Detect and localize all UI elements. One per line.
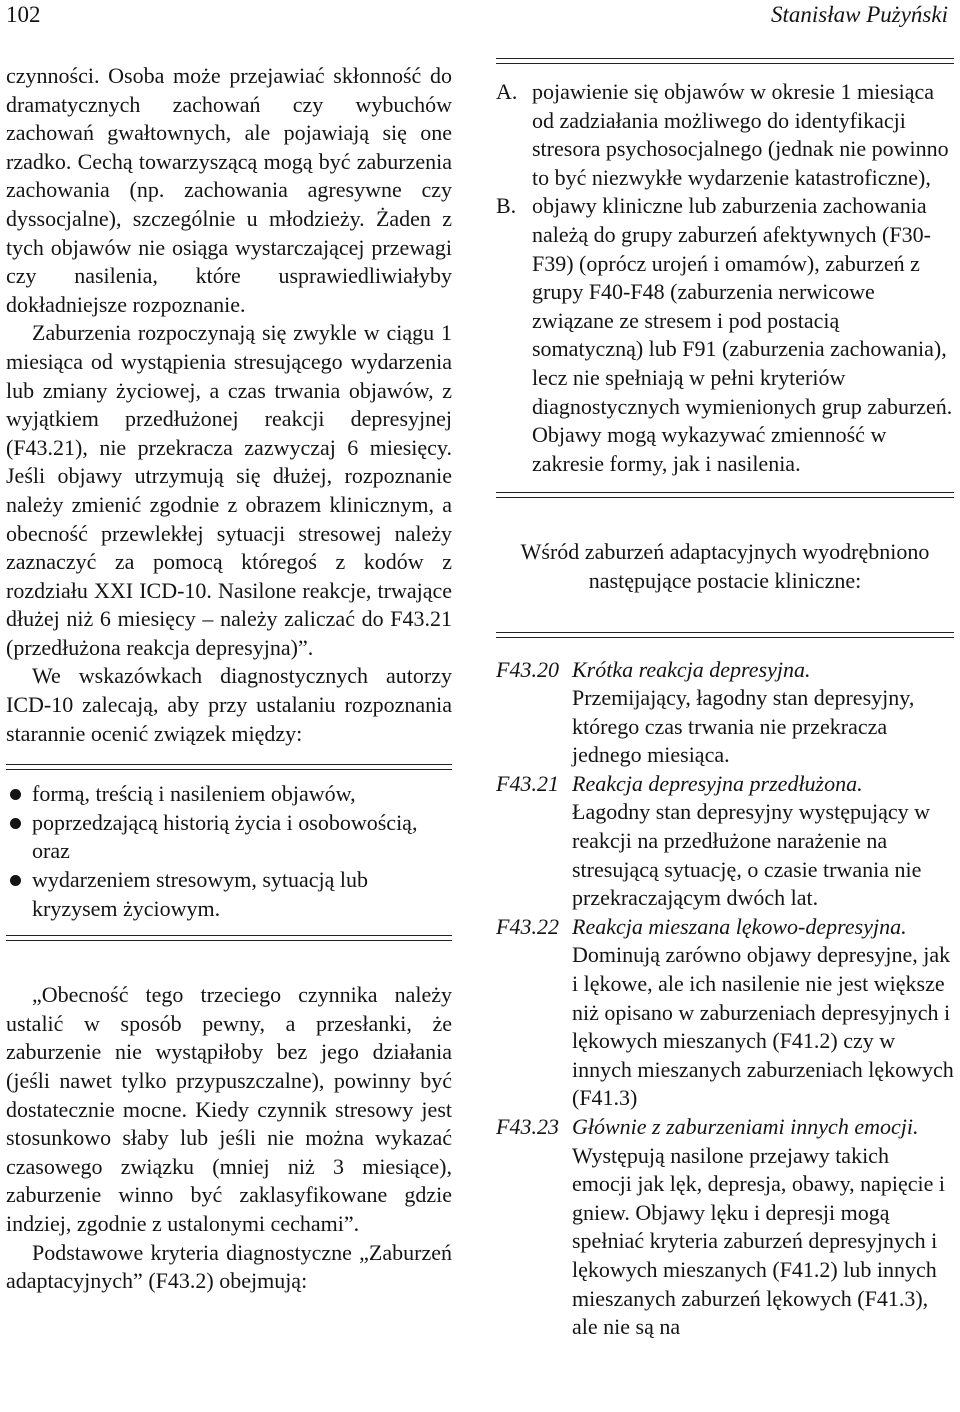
criteria-list [496, 78, 954, 478]
subtype-title: Reakcja mieszana lękowo-depresyjna. [572, 913, 907, 939]
subtype-description: Łagodny stan depresyjny występujący w reakcji na przedłużone narażenie na stresującą sytuację, o czasie trwania nie przekraczającym dwóch lat. [572, 799, 931, 911]
list-item: wydarzeniem stresowym, sytuacją lub kryzysem życiowym. [6, 866, 452, 923]
criterion-a [496, 78, 954, 192]
subtype-code: F43.21 [496, 770, 559, 796]
paragraph-continuation: czynności. Osoba może przejawiać skłonność do dramatycznych zachowań czy wybuchów zachowań gwałtownych, ale pojawiają się one rzadko. Cechą towarzyszącą mogą być zaburzenia zachowania (np. zachowania agresywne czy dyssocjalne), szczególnie u młodzieży. Żaden z tych objawów nie osiąga wystarczającej przewagi czy nasilenia, które usprawiedliwiałyby dokładniejsze rozpoznanie. [6, 63, 452, 317]
subtype-code: F43.22 [496, 913, 559, 939]
criterion-b [496, 192, 954, 478]
paragraph-onset: Zaburzenia rozpoczynają się zwykle w ciągu 1 miesiąca od wystąpienia stresującego wydarzenia lub zmiany życiowej, a czas trwania objawów, z wyjątkiem przedłużonej reakcji depresyjnej (F43.21), nie przekracza zazwyczaj 6 miesięcy. Jeśli objawy utrzymują się dłużej, rozpoznanie należy zmienić zgodnie z obrazem klinicznym, a obecność przewlekłej sytuacji stresowej należy zaznaczyć za pomocą któregoś z kodów z rozdziału XXI ICD-10. Nasilone reakcje, trwające dłużej niż 6 miesięcy – należy zaliczać do F43.21 (przedłużona reakcja depresyjna)”. [6, 320, 452, 660]
subtype-entry [496, 770, 954, 913]
subtype-description: Dominują zarówno objawy depresyjne, jak i lękowe, ale ich nasilenie nie jest większe niż opisano w zaburzeniach depresyjnych i lękowych mieszanych (F41.2) czy w innych mieszanych zaburzeniach lękowych (F41.3) [572, 942, 954, 1111]
subtype-title: Krótka reakcja depresyjna. [572, 656, 811, 682]
bullet-icon [10, 875, 21, 886]
subtypes-intro: Wśród zaburzeń adaptacyjnych wyodrębniono następujące postacie kliniczne: [520, 539, 930, 593]
criteria-rule-bottom [496, 492, 954, 498]
subtype-entry [496, 656, 954, 770]
paragraph-guidelines: We wskazówkach diagnostycznych autorzy ICD-10 zalecają, aby przy ustalaniu rozpoznania starannie ocenić związek między: [6, 663, 452, 746]
subtypes-rule [496, 632, 954, 638]
page-header [0, 0, 960, 40]
page-number: 102 [6, 2, 41, 27]
criterion-marker: A. [496, 79, 518, 104]
box-rule-top [6, 764, 452, 770]
subtype-title: Głównie z zaburzeniami innych emocji. [572, 1114, 919, 1139]
subtype-entry [496, 913, 954, 1113]
subtype-code: F43.23 [496, 1114, 559, 1139]
list-item: poprzedzającą historią życia i osobowością, oraz [6, 809, 452, 866]
subtype-entry [496, 1113, 954, 1342]
criteria-rule-top [496, 58, 954, 64]
box-rule-bottom [6, 935, 452, 941]
subtype-list [496, 656, 954, 1342]
subtype-code: F43.20 [496, 656, 559, 682]
right-column [496, 62, 954, 1342]
subtype-description: Przemijający, łagodny stan depresyjny, którego czas trwania nie przekracza jednego miesiąca. [572, 685, 915, 768]
left-column [6, 62, 452, 1296]
subtype-title: Reakcja depresyjna przedłużona. [572, 770, 863, 796]
paragraph-quote: „Obecność tego trzeciego czynnika należy ustalić w sposób pewny, a przesłanki, że zaburzenie nie wystąpiłoby bez jego działania (jeśli nawet tylko przypuszczalne), powinny być dostatecznie mocne. Kiedy czynnik stresowy jest stosunkowo słaby lub jeśli nie można wykazać czasowego związku (mniej niż 3 miesiące), zaburzenie winno być zaklasyfikowane gdzie indziej, zgodnie z ustalonymi cechami”. [6, 982, 452, 1236]
bullet-icon [10, 789, 21, 800]
criterion-text: objawy kliniczne lub zaburzenia zachowania należą do grupy zaburzeń afektywnych (F30-F39) (oprócz urojeń i omamów), zaburzeń z grupy F40-F48 (zaburzenia nerwicowe związane ze stresem i pod postacią somatyczną) lub F91 (zaburzenia zachowania), lecz nie spełniają w pełni kryteriów diagnostycznych wymienionych grup zaburzeń. Objawy mogą wykazywać zmienność w zakresie formy, jak i nasilenia. [532, 193, 953, 476]
paragraph-criteria-intro: Podstawowe kryteria diagnostyczne „Zaburzeń adaptacyjnych” (F43.2) obejmują: [6, 1239, 452, 1294]
running-head-author: Stanisław Pużyński [771, 2, 948, 27]
list-item: formą, treścią i nasileniem objawów, [6, 780, 452, 809]
bullet-icon [10, 818, 21, 829]
relation-bullet-list [6, 780, 452, 923]
subtype-description: Występują nasilone przejawy takich emocji jak lęk, depresja, obawy, napięcie i gniew. Objawy lęku i depresji mogą spełniać kryteria zaburzeń depresyjnych i lękowych mieszanych (F41.2) lub innych mieszanych zaburzeń lękowych (F41.3), ale nie są na [572, 1142, 946, 1340]
criterion-marker: B. [496, 193, 517, 219]
criterion-text: pojawienie się objawów w okresie 1 miesiąca od zadziałania możliwego do identyfikacji stresora psychosocjalnego (jednak nie powinno to być niezwykłe wydarzenie katastroficzne), [532, 79, 949, 190]
